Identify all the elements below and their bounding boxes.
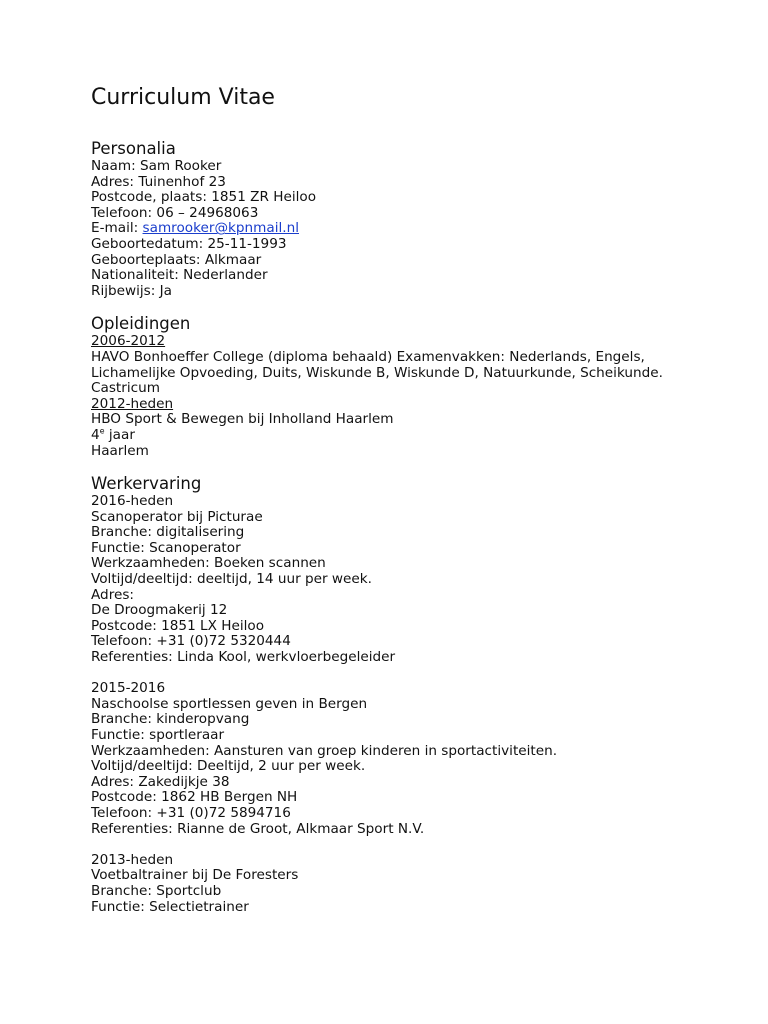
section-heading-opleidingen: Opleidingen (91, 314, 191, 334)
year-number: 4 (91, 426, 100, 443)
job-period: 2016-heden (91, 493, 174, 510)
job-voltijd: Voltijd/deeltijd: deeltijd, 14 uur per week. (91, 571, 372, 588)
job-title: Voetbaltrainer bij De Foresters (91, 867, 299, 884)
opleiding-period: 2006-2012 (91, 333, 166, 350)
personalia-naam: Naam: Sam Rooker (91, 158, 222, 174)
section-heading-werkervaring: Werkervaring (91, 474, 202, 494)
job-referenties: Referenties: Linda Kool, werkvloerbegeleider (91, 649, 396, 666)
job-functie: Functie: sportleraar (91, 727, 225, 743)
job-branche: Branche: Sportclub (91, 882, 222, 899)
personalia-geboortedatum: Geboortedatum: 25-11-1993 (91, 235, 287, 252)
personalia-adres: Adres: Tuinenhof 23 (91, 173, 226, 190)
job-postcode: Postcode: 1862 HB Bergen NH (91, 789, 298, 806)
job-title: Naschoolse sportlessen geven in Bergen (91, 695, 368, 712)
job-telefoon: Telefoon: +31 (0)72 5320444 (91, 633, 291, 650)
job-functie: Functie: Scanoperator (91, 539, 241, 556)
job-period: 2015-2016 (91, 680, 166, 697)
job-adres: De Droogmakerij 12 (91, 602, 228, 619)
spacer (91, 837, 711, 853)
year-text: jaar (104, 426, 135, 443)
opleiding-place: Haarlem (91, 442, 149, 459)
section-heading-personalia: Personalia (91, 139, 176, 158)
job-voltijd: Voltijd/deeltijd: Deeltijd, 2 uur per week. (91, 758, 366, 775)
document-title: Curriculum Vitae (91, 85, 275, 110)
personalia-nationaliteit: Nationaliteit: Nederlander (91, 267, 268, 284)
opleiding-period: 2012-heden (91, 395, 174, 412)
year-superscript: e (99, 426, 105, 436)
personalia-postcode: Postcode, plaats: 1851 ZR Heiloo (91, 189, 317, 206)
job-postcode: Postcode: 1851 LX Heiloo (91, 617, 265, 634)
spacer (91, 666, 711, 682)
job-period: 2013-heden (91, 851, 174, 868)
personalia-geboorteplaats: Geboorteplaats: Alkmaar (91, 251, 262, 268)
job-title: Scanoperator bij Picturae (91, 508, 263, 525)
opleiding-place: Castricum (91, 380, 160, 397)
job-functie: Functie: Selectietrainer (91, 898, 249, 915)
personalia-telefoon: Telefoon: 06 – 24968063 (91, 204, 259, 221)
personalia-rijbewijs: Rijbewijs: Ja (91, 282, 172, 299)
job-telefoon: Telefoon: +31 (0)72 5894716 (91, 804, 291, 821)
cv-page (91, 84, 711, 915)
opleiding-description: HBO Sport & Bewegen bij Inholland Haarlem (91, 411, 394, 428)
job-adres-label: Adres: (91, 586, 135, 603)
opleiding-description: HAVO Bonhoeffer College (diploma behaald) Examenvakken: Nederlands, Engels, Lichamelijke Opvoeding, Duits, Wiskunde B, Wiskunde D, Natuurkunde, Scheikunde. (91, 348, 663, 381)
job-werkzaamheden: Werkzaamheden: Aansturen van groep kinderen in sportactiviteiten. (91, 742, 558, 759)
job-branche: Branche: kinderopvang (91, 711, 250, 728)
job-branche: Branche: digitalisering (91, 524, 245, 541)
email-label: E-mail: (91, 220, 143, 237)
personalia-email-row (91, 221, 711, 237)
job-adres: Adres: Zakedijkje 38 (91, 773, 230, 790)
email-link[interactable]: samrooker@kpnmail.nl (142, 220, 299, 237)
job-werkzaamheden: Werkzaamheden: Boeken scannen (91, 555, 326, 572)
opleiding-year (91, 428, 711, 444)
job-referenties: Referenties: Rianne de Groot, Alkmaar Sport N.V. (91, 820, 425, 837)
